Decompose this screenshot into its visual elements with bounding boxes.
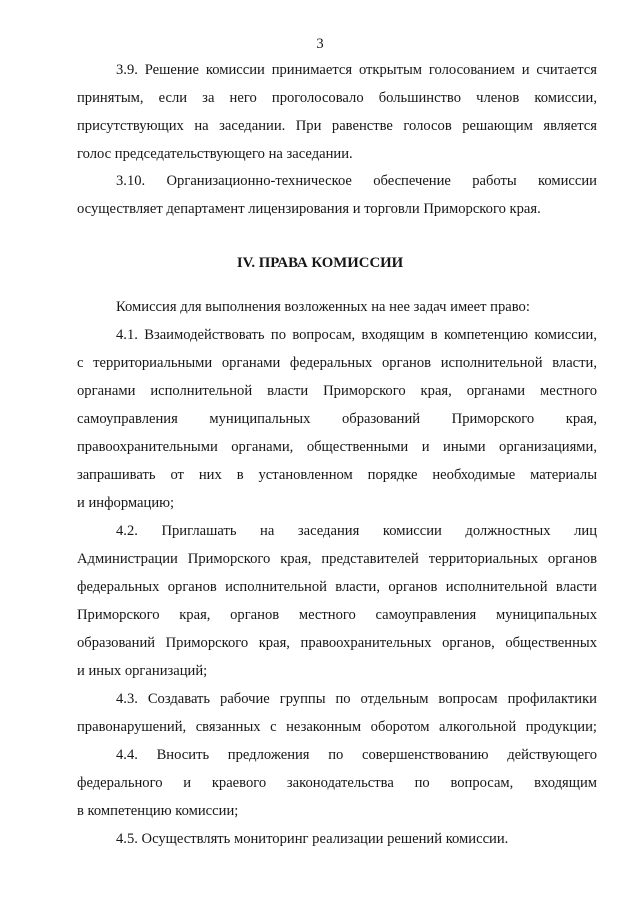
text-line: 4.4. Вносить предложения по совершенствованию действующего <box>116 747 597 763</box>
text-line: и информацию; <box>77 495 175 511</box>
text-line: в компетенцию комиссии; <box>77 803 239 819</box>
text-line: 4.2. Приглашать на заседания комиссии должностных лиц <box>116 523 597 539</box>
text-line: 4.1. Взаимодействовать по вопросам, входящим в компетенцию комиссии, <box>116 327 597 343</box>
page-number: 3 <box>316 36 324 52</box>
text-line: федерального и краевого законодательства по вопросам, входящим <box>77 775 597 791</box>
text-line: 4.3. Создавать рабочие группы по отдельным вопросам профилактики <box>116 691 597 707</box>
text-line: органами исполнительной власти Приморского края, органами местного <box>77 383 597 399</box>
text-line: образований Приморского края, правоохранительных органов, общественных <box>77 635 597 651</box>
text-line: запрашивать от них в установленном порядке необходимые материалы <box>77 467 597 483</box>
text-line: с территориальными органами федеральных органов исполнительной власти, <box>77 355 597 371</box>
text-line: Комиссия для выполнения возложенных на нее задач имеет право: <box>116 299 530 315</box>
text-line: самоуправления муниципальных образований Приморского края, <box>77 411 597 427</box>
text-line: 4.5. Осуществлять мониторинг реализации решений комиссии. <box>116 831 509 847</box>
text-line: осуществляет департамент лицензирования и торговли Приморского края. <box>77 201 541 217</box>
text-line: и иных организаций; <box>77 663 208 679</box>
section-heading: IV. ПРАВА КОМИССИИ <box>236 255 404 271</box>
text-line: правоохранительными органами, общественными и иными организациями, <box>77 439 597 455</box>
text-line: принятым, если за него проголосовало большинство членов комиссии, <box>77 90 597 106</box>
text-line: присутствующих на заседании. При равенстве голосов решающим является <box>77 118 597 134</box>
text-line: 3.9. Решение комиссии принимается открытым голосованием и считается <box>116 62 597 78</box>
text-line: правонарушений, связанных с незаконным оборотом алкогольной продукции; <box>77 719 597 735</box>
text-line: голос председательствующего на заседании. <box>77 146 353 162</box>
text-line: 3.10. Организационно-техническое обеспечение работы комиссии <box>116 173 597 189</box>
text-line: федеральных органов исполнительной власти, органов исполнительной власти <box>77 579 597 595</box>
text-line: Приморского края, органов местного самоуправления муниципальных <box>77 607 597 623</box>
text-line: Администрации Приморского края, представителей территориальных органов <box>77 551 597 567</box>
